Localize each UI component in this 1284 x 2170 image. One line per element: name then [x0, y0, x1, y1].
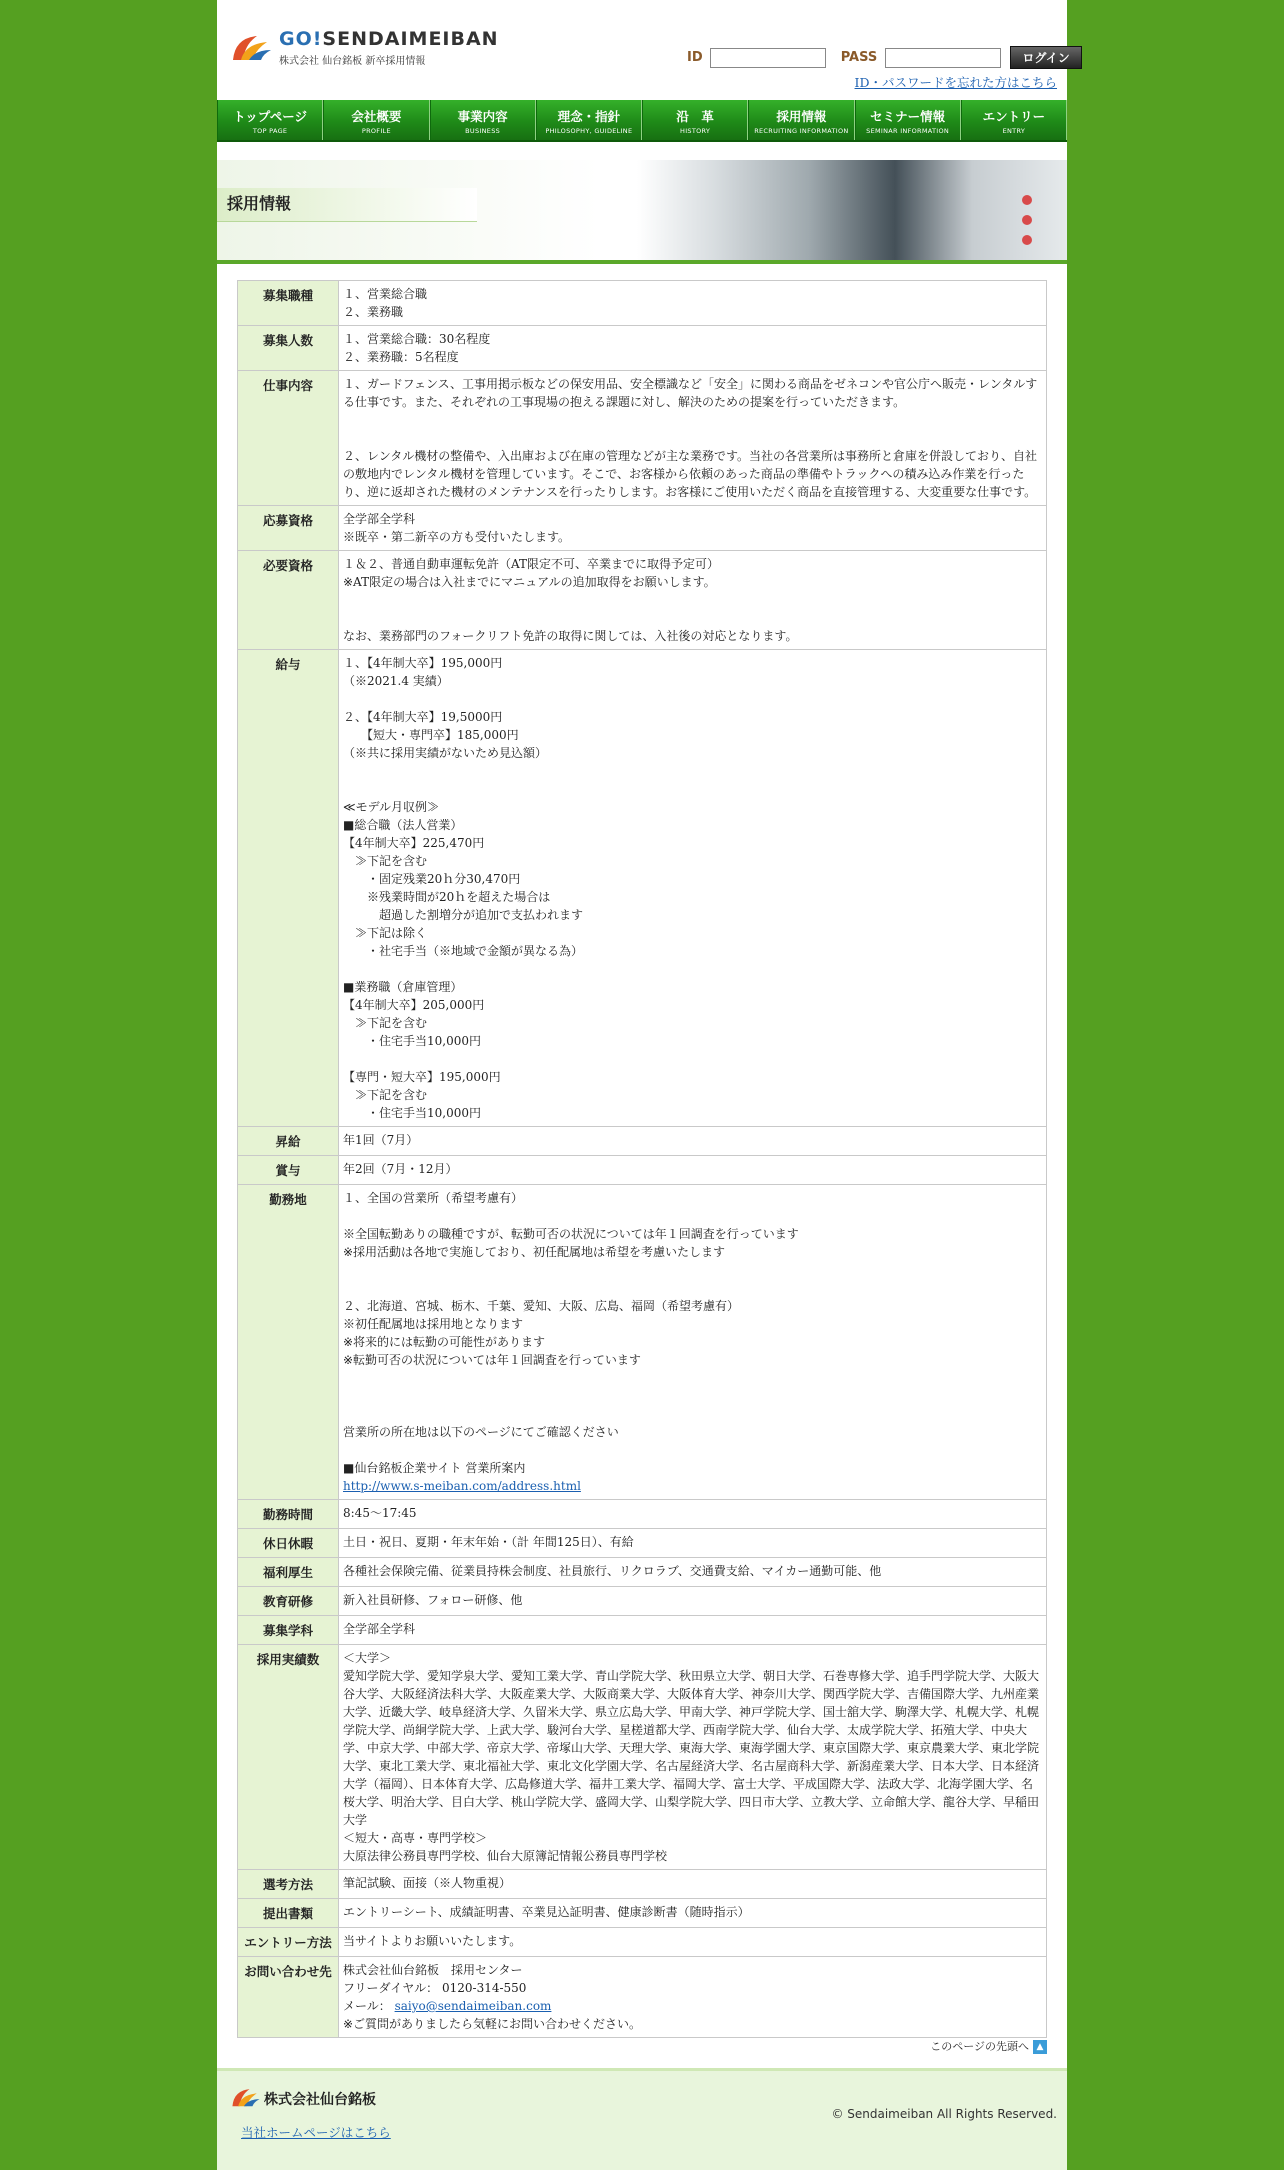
row-label: 選考方法	[238, 1870, 339, 1899]
row-value	[339, 371, 1047, 506]
table-row	[238, 281, 1047, 326]
nav-item-entry[interactable]: エントリー ENTRY	[961, 100, 1067, 140]
row-value-text: １＆２、普通自動車運転免許（AT限定不可、卒業までに取得予定可） ※AT限定の場合は入社までにマニュアルの追加取得をお願いします。 なお、業務部門のフォークリフト免許の取得に関しては、入社後の対応となります。	[343, 557, 798, 643]
page-banner	[217, 160, 1067, 264]
forgot-password-link[interactable]: ID・パスワードを忘れた方はこちら	[854, 75, 1057, 90]
table-row	[238, 1645, 1047, 1870]
row-label: 仕事内容	[238, 371, 339, 506]
logo-mark-icon	[231, 32, 273, 62]
row-label: 募集人数	[238, 326, 339, 371]
table-row	[238, 371, 1047, 506]
company-homepage-link[interactable]: 当社ホームページはこちら	[241, 2125, 391, 2140]
row-value	[339, 326, 1047, 371]
id-label: ID	[687, 50, 703, 65]
row-value	[339, 1616, 1047, 1645]
page-container	[217, 0, 1070, 2167]
row-value-text: １、営業総合職 ２、業務職	[343, 287, 428, 319]
row-value-text: 年1回（7月）	[343, 1133, 419, 1147]
password-input[interactable]	[885, 48, 1001, 68]
row-value	[339, 1587, 1047, 1616]
table-row	[238, 1616, 1047, 1645]
row-value	[339, 281, 1047, 326]
table-row	[238, 650, 1047, 1127]
footer-logo-icon	[231, 2085, 261, 2109]
row-value	[339, 650, 1047, 1127]
main-nav	[217, 100, 1067, 142]
row-value	[339, 1185, 1047, 1500]
row-label: 賞与	[238, 1156, 339, 1185]
row-value	[339, 1957, 1047, 2038]
table-row	[238, 1529, 1047, 1558]
table-row	[238, 1928, 1047, 1957]
row-label: 教育研修	[238, 1587, 339, 1616]
row-value-text: ※ご質問がありましたら気軽にお問い合わせください。	[343, 2017, 642, 2031]
recruit-info	[237, 280, 1047, 2038]
row-value-text: 8:45～17:45	[343, 1506, 417, 1520]
row-value-text: 年2回（7月・12月）	[343, 1162, 458, 1176]
row-label: 昇給	[238, 1127, 339, 1156]
row-value-text: ＜大学＞ 愛知学院大学、愛知学泉大学、愛知工業大学、青山学院大学、秋田県立大学、朝日大学、石巻専修大学、追手門学院大学、大阪大谷大学、大阪経済法科大学、大阪産業大学、大阪商業大学、大阪体育大学、神奈川大学、関西学院大学、吉備国際大学、九州産業大学、近畿大学、岐阜経済大学、久留米大学、県立広島大学、甲南大学、神戸学院大学、国士舘大学、駒澤大学、札幌大学、札幌学院大学、尚絅学院大学、上武大学、駿河台大学、星槎道都大学、西南学院大学、仙台大学、太成学院大学、拓殖大学、中央大学、中京大学、中部大学、帝京大学、帝塚山大学、天理大学、東海大学、東海学園大学、東京国際大学、東京農業大学、東北学院大学、東北工業大学、東北福祉大学、東北文化学園大学、名古屋経済大学、名古屋商科大学、新潟産業大学、日本大学、日本経済大学（福岡）、日本体育大学、広島修道大学、福井工業大学、福岡大学、富士大学、平成国際大学、法政大学、北海学園大学、名桜大学、明治大学、目白大学、桃山学院大学、盛岡大学、山梨学院大学、四日市大学、立教大学、立命館大学、龍谷大学、早稲田大学 ＜短大・高専・専門学校＞ 大原法律公務員専門学校、仙台大原簿記情報公務員専門学校	[343, 1651, 1040, 1863]
recruit-table	[237, 280, 1047, 2038]
row-label: 必要資格	[238, 551, 339, 650]
row-value-text: 各種社会保険完備、従業員持株会制度、社員旅行、リクロラブ、交通費支給、マイカー通勤可能、他	[343, 1564, 882, 1578]
row-label: 福利厚生	[238, 1558, 339, 1587]
row-label: 給与	[238, 650, 339, 1127]
id-input[interactable]	[710, 48, 826, 68]
row-label: 休日休暇	[238, 1529, 339, 1558]
row-value	[339, 1645, 1047, 1870]
copyright: © Sendaimeiban All Rights Reserved.	[831, 2107, 1057, 2121]
row-value-text: エントリーシート、成績証明書、卒業見込証明書、健康診断書（随時指示）	[343, 1905, 750, 1919]
page-top-link[interactable]: このページの先頭へ ▲	[930, 2038, 1047, 2054]
office-address-link[interactable]: http://www.s-meiban.com/address.html	[343, 1479, 581, 1493]
nav-item-profile[interactable]: 会社概要 PROFILE	[323, 100, 429, 140]
email-link[interactable]: saiyo@sendaimeiban.com	[394, 1999, 552, 2013]
arrow-up-icon: ▲	[1033, 2040, 1047, 2054]
row-value-text: １、全国の営業所（希望考慮有） ※全国転勤ありの職種ですが、転勤可否の状況については年１回調査を行っています ※採用活動は各地で実施しており、初任配属地は希望を考慮いたします ２、北海道、宮城、栃木、千葉、愛知、大阪、広島、福岡（希望考慮有） ※初任配属地は採用地となります ※将来的には転勤の可能性があります ※転勤可否の状況については年１回調査を行っています 営業所の所在地は以下のページにてご確認ください ■仙台銘板企業サイト 営業所案内	[343, 1191, 799, 1475]
row-label: 勤務時間	[238, 1500, 339, 1529]
row-value	[339, 1500, 1047, 1529]
row-value-text: 全学部全学科 ※既卒・第二新卒の方も受付いたします。	[343, 512, 571, 544]
logo-title: GO!SENDAIMEIBAN	[279, 28, 499, 50]
footer	[217, 2068, 1067, 2170]
row-value-text: １、営業総合職：30名程度 ２、業務職：5名程度	[343, 332, 491, 364]
table-row	[238, 1587, 1047, 1616]
row-value	[339, 1558, 1047, 1587]
row-value	[339, 551, 1047, 650]
row-label: 勤務地	[238, 1185, 339, 1500]
row-value	[339, 1870, 1047, 1899]
table-row	[238, 326, 1047, 371]
banner-decoration-icon	[1007, 190, 1047, 250]
table-row	[238, 1558, 1047, 1587]
row-value	[339, 1529, 1047, 1558]
nav-item-history[interactable]: 沿 革 HISTORY	[642, 100, 748, 140]
row-value-text: 当サイトよりお願いいたします。	[343, 1934, 522, 1948]
page-title: 採用情報	[227, 194, 292, 213]
banner-photo	[637, 160, 1067, 260]
pass-label: PASS	[840, 50, 878, 65]
row-label: 提出書類	[238, 1899, 339, 1928]
table-row	[238, 1185, 1047, 1500]
nav-item-top[interactable]: トップページ TOP PAGE	[217, 100, 323, 140]
table-row	[238, 1899, 1047, 1928]
header	[217, 0, 1070, 100]
row-value	[339, 1127, 1047, 1156]
row-value-text: 筆記試験、面接（※人物重視）	[343, 1876, 512, 1890]
table-row	[238, 1957, 1047, 2038]
row-label: 応募資格	[238, 506, 339, 551]
row-value-text: 全学部全学科	[343, 1622, 416, 1636]
row-value-text: 新入社員研修、フォロー研修、他	[343, 1593, 523, 1607]
row-label: お問い合わせ先	[238, 1957, 339, 2038]
row-label: 採用実績数	[238, 1645, 339, 1870]
row-value-text: １、【4年制大卒】195,000円 （※2021.4 実績） ２、【4年制大卒】19,5000円 【短大・専門卒】185,000円 （※共に採用実績がないため見込額） ≪モデル月収例≫ ■総合職（法人営業） 【4年制大卒】225,470円 ≫下記を含む ・固定残業20ｈ分30,470円 ※残業時間が20ｈを超えた場合は 超過した割増分が追加で支払われます ≫下記は除く ・社宅手当（※地域で金額が異なる為） ■業務職（倉庫管理） 【4年制大卒】205,000円 ≫下記を含む ・住宅手当10,000円 【専門・短大卒】195,000円 ≫下記を含む ・住宅手当10,000円	[343, 656, 584, 1120]
login-button[interactable]: ログイン	[1010, 46, 1081, 69]
row-value-text: １、ガードフェンス、工事用掲示板などの保安用品、安全標識など「安全」に関わる商品をゼネコンや官公庁へ販売・レンタルする仕事です。また、それぞれの工事現場の抱える課題に対し、解決のための提案を行っていただきます。 ２、レンタル機材の整備や、入出庫および在庫の管理などが主な業務です。当社の各営業所は事務所と倉庫を併設しており、自社の敷地内でレンタル機材を管理しています。そこで、お客様から依頼のあった商品の準備やトラックへの積み込み作業を行ったり、逆に返却された機材のメンテナンスを行ったりします。お客様にご使用いただく商品を直接管理する、大変重要な仕事です。	[343, 377, 1038, 499]
table-row	[238, 1870, 1047, 1899]
row-label: 募集学科	[238, 1616, 339, 1645]
row-value	[339, 1899, 1047, 1928]
row-value	[339, 1928, 1047, 1957]
footer-company-name: 株式会社仙台銘板	[264, 2092, 376, 2108]
row-value-text: 株式会社仙台銘板 採用センター フリーダイヤル： 0120-314-550 メール：	[343, 1963, 527, 2013]
nav-item-recruiting[interactable]: 採用情報 RECRUITING INFORMATION	[748, 100, 854, 140]
table-row	[238, 1127, 1047, 1156]
nav-item-seminar[interactable]: セミナー情報 SEMINAR INFORMATION	[855, 100, 961, 140]
row-value	[339, 506, 1047, 551]
row-value	[339, 1156, 1047, 1185]
table-row	[238, 1156, 1047, 1185]
login-form	[687, 46, 1082, 69]
row-value-text: 土日・祝日、夏期・年末年始・（計 年間125日）、有給	[343, 1535, 634, 1549]
row-label: 募集職種	[238, 281, 339, 326]
row-label: エントリー方法	[238, 1928, 339, 1957]
logo-subtitle: 株式会社 仙台銘板 新卒採用情報	[279, 56, 426, 67]
table-row	[238, 551, 1047, 650]
nav-item-philosophy[interactable]: 理念・指針 PHILOSOPHY, GUIDELINE	[536, 100, 642, 140]
nav-item-business[interactable]: 事業内容 BUSINESS	[430, 100, 536, 140]
table-row	[238, 1500, 1047, 1529]
table-row	[238, 506, 1047, 551]
